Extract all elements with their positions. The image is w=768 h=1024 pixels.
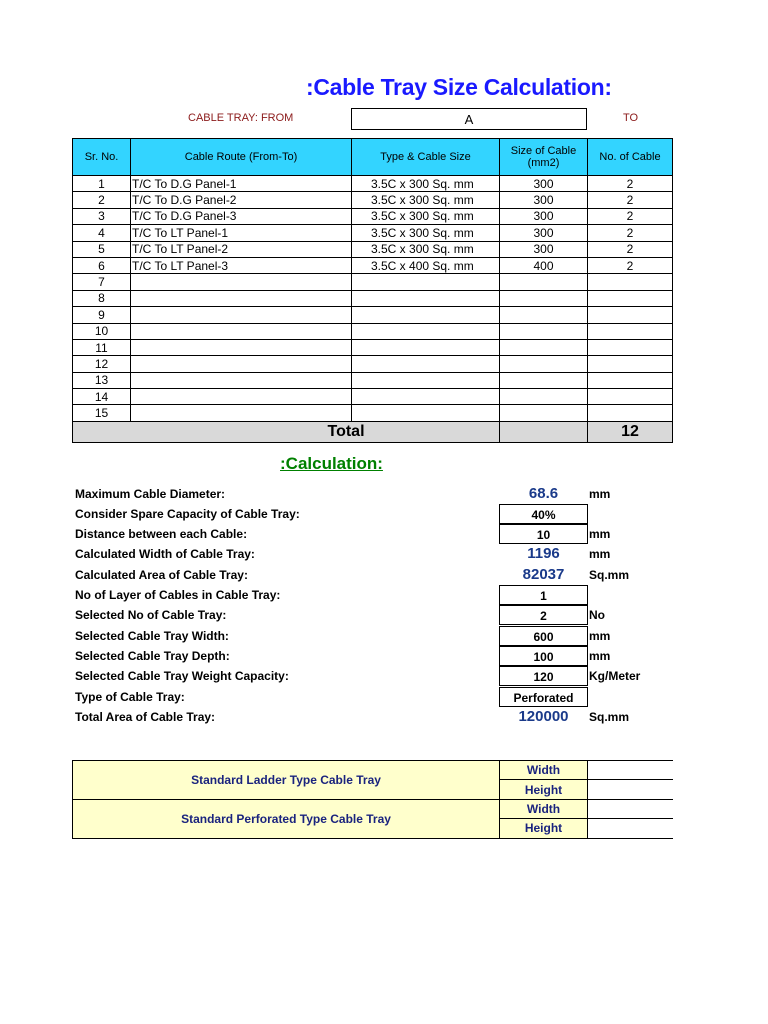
calc-value: 1196 [527,545,560,562]
table-row [73,208,673,224]
col-header-size-mm2: Size of Cable (mm2) [500,139,588,176]
calc-unit: mm [589,547,611,561]
calc-label: Selected No of Cable Tray: [75,608,227,622]
ladder-width-label: Width [500,761,588,780]
no-of-cable-cell[interactable] [588,405,673,421]
col-header-sr-no: Sr. No. [73,139,131,176]
col-header-type-size: Type & Cable Size [352,139,500,176]
size-mm2-cell[interactable]: 300 [500,192,588,208]
size-mm2-cell[interactable] [500,323,588,339]
size-mm2-cell[interactable]: 300 [500,176,588,192]
calc-label: Calculated Area of Cable Tray: [75,568,248,582]
no-of-cable-cell[interactable] [588,290,673,306]
size-mm2-cell[interactable] [500,290,588,306]
calc-label: No of Layer of Cables in Cable Tray: [75,588,281,602]
size-mm2-cell[interactable] [500,405,588,421]
no-of-cable-cell[interactable]: 2 [588,176,673,192]
calc-unit: Kg/Meter [589,669,641,683]
calc-value[interactable]: 10 [499,524,588,544]
table-row [73,339,673,355]
calc-label: Selected Cable Tray Weight Capacity: [75,669,289,683]
standard-tray-table [72,760,673,839]
cable-route-cell[interactable]: T/C To D.G Panel-1 [131,176,352,192]
type-size-cell[interactable]: 3.5C x 400 Sq. mm [352,257,500,273]
type-size-cell[interactable] [352,405,500,421]
sr-no-cell[interactable]: 4 [73,225,131,241]
type-size-cell[interactable]: 3.5C x 300 Sq. mm [352,225,500,241]
sr-no-cell[interactable]: 1 [73,176,131,192]
no-of-cable-cell[interactable]: 2 [588,257,673,273]
size-mm2-cell[interactable] [500,339,588,355]
calc-value[interactable]: 100 [499,646,588,666]
table-row [73,323,673,339]
cable-route-cell[interactable]: T/C To D.G Panel-3 [131,208,352,224]
no-of-cable-cell[interactable]: 2 [588,225,673,241]
size-mm2-cell[interactable]: 300 [500,241,588,257]
no-of-cable-cell[interactable] [588,307,673,323]
table-row [73,389,673,405]
perforated-height-label: Height [500,819,588,838]
no-of-cable-cell[interactable] [588,372,673,388]
table-row [73,290,673,306]
calc-unit: Sq.mm [589,568,630,582]
table-row [73,405,673,421]
cable-route-cell[interactable]: T/C To D.G Panel-2 [131,192,352,208]
size-mm2-cell[interactable]: 300 [500,225,588,241]
ladder-width-value[interactable] [588,761,673,780]
cable-route-cell[interactable] [131,405,352,421]
cable-route-cell[interactable] [131,307,352,323]
table-row [73,356,673,372]
calc-label: Calculated Width of Cable Tray: [75,547,255,561]
calc-label: Type of Cable Tray: [75,690,185,704]
calculation-title: :Calculation: [280,454,383,473]
type-size-cell[interactable] [352,290,500,306]
table-row [73,176,673,192]
sr-no-cell[interactable]: 12 [73,356,131,372]
size-mm2-cell[interactable] [500,307,588,323]
sr-no-cell[interactable]: 8 [73,290,131,306]
cable-route-cell[interactable] [131,389,352,405]
table-row [73,241,673,257]
type-size-cell[interactable] [352,389,500,405]
no-of-cable-cell[interactable] [588,356,673,372]
sr-no-cell[interactable]: 5 [73,241,131,257]
calc-unit: Sq.mm [589,710,630,724]
total-value: 12 [588,421,673,442]
table-row [73,307,673,323]
type-size-cell[interactable]: 3.5C x 300 Sq. mm [352,192,500,208]
cable-route-cell[interactable]: T/C To LT Panel-1 [131,225,352,241]
sr-no-cell[interactable]: 13 [73,372,131,388]
no-of-cable-cell[interactable] [588,339,673,355]
size-mm2-cell[interactable]: 400 [500,257,588,273]
cable-table [72,138,673,443]
calc-value[interactable]: 1 [499,585,588,605]
calc-value[interactable]: 120 [499,666,588,686]
cable-route-cell[interactable] [131,339,352,355]
sr-no-cell[interactable]: 2 [73,192,131,208]
no-of-cable-cell[interactable] [588,274,673,290]
type-size-cell[interactable]: 3.5C x 300 Sq. mm [352,208,500,224]
calc-unit: mm [589,527,611,541]
perforated-width-value[interactable] [588,799,673,818]
calc-value[interactable]: Perforated [499,687,588,707]
calc-unit: mm [589,629,611,643]
sr-no-cell[interactable]: 10 [73,323,131,339]
ladder-height-value[interactable] [588,780,673,799]
cable-route-cell[interactable] [131,372,352,388]
table-row [73,274,673,290]
size-mm2-cell[interactable] [500,274,588,290]
cable-route-cell[interactable]: T/C To LT Panel-2 [131,241,352,257]
no-of-cable-cell[interactable]: 2 [588,192,673,208]
calc-label: Total Area of Cable Tray: [75,710,216,724]
col-header-cable-route: Cable Route (From-To) [131,139,352,176]
ladder-tray-label: Standard Ladder Type Cable Tray [73,761,500,800]
type-size-cell[interactable] [352,356,500,372]
calc-label: Distance between each Cable: [75,527,248,541]
type-size-cell[interactable] [352,339,500,355]
sr-no-cell[interactable]: 7 [73,274,131,290]
to-label: TO [623,112,639,124]
sr-no-cell[interactable]: 9 [73,307,131,323]
page-title: :Cable Tray Size Calculation: [306,74,612,100]
perforated-tray-label: Standard Perforated Type Cable Tray [73,799,500,838]
calc-value: 120000 [518,708,569,725]
calc-unit: mm [589,487,611,501]
perforated-width-label: Width [500,799,588,818]
ladder-height-label: Height [500,780,588,799]
type-size-cell[interactable]: 3.5C x 300 Sq. mm [352,176,500,192]
table-row [73,372,673,388]
calc-value: 82037 [522,566,565,583]
sr-no-cell[interactable]: 11 [73,339,131,355]
type-size-cell[interactable]: 3.5C x 300 Sq. mm [352,241,500,257]
table-row [73,225,673,241]
calc-value: 68.6 [528,485,559,502]
size-mm2-cell[interactable] [500,372,588,388]
cable-route-cell[interactable] [131,356,352,372]
total-blank-cell [500,421,588,442]
type-size-cell[interactable] [352,307,500,323]
type-size-cell[interactable] [352,372,500,388]
cable-route-cell[interactable] [131,323,352,339]
sr-no-cell[interactable]: 15 [73,405,131,421]
calc-label: Maximum Cable Diameter: [75,487,226,501]
size-mm2-cell[interactable] [500,389,588,405]
sr-no-cell[interactable]: 6 [73,257,131,273]
calc-label: Consider Spare Capacity of Cable Tray: [75,507,300,521]
sr-no-cell[interactable]: 14 [73,389,131,405]
calc-value[interactable]: 600 [499,626,588,646]
type-size-cell[interactable] [352,323,500,339]
size-mm2-cell[interactable] [500,356,588,372]
no-of-cable-cell[interactable]: 2 [588,208,673,224]
size-mm2-cell[interactable]: 300 [500,208,588,224]
calc-label: Selected Cable Tray Depth: [75,649,230,663]
from-input[interactable]: A [351,108,587,130]
calc-value[interactable]: 2 [499,605,588,625]
perforated-height-value[interactable] [588,819,673,838]
sr-no-cell[interactable]: 3 [73,208,131,224]
calc-value[interactable]: 40% [499,504,588,524]
no-of-cable-cell[interactable]: 2 [588,241,673,257]
no-of-cable-cell[interactable] [588,323,673,339]
calc-unit: No [589,608,605,622]
calc-label: Selected Cable Tray Width: [75,629,229,643]
from-label: CABLE TRAY: FROM [188,112,294,124]
col-header-no-of-cable: No. of Cable [588,139,673,176]
type-size-cell[interactable] [352,274,500,290]
table-row [73,192,673,208]
no-of-cable-cell[interactable] [588,389,673,405]
calc-unit: mm [589,649,611,663]
cable-route-cell[interactable] [131,290,352,306]
cable-route-cell[interactable] [131,274,352,290]
total-label: Total [73,421,500,442]
table-row [73,257,673,273]
cable-route-cell[interactable]: T/C To LT Panel-3 [131,257,352,273]
